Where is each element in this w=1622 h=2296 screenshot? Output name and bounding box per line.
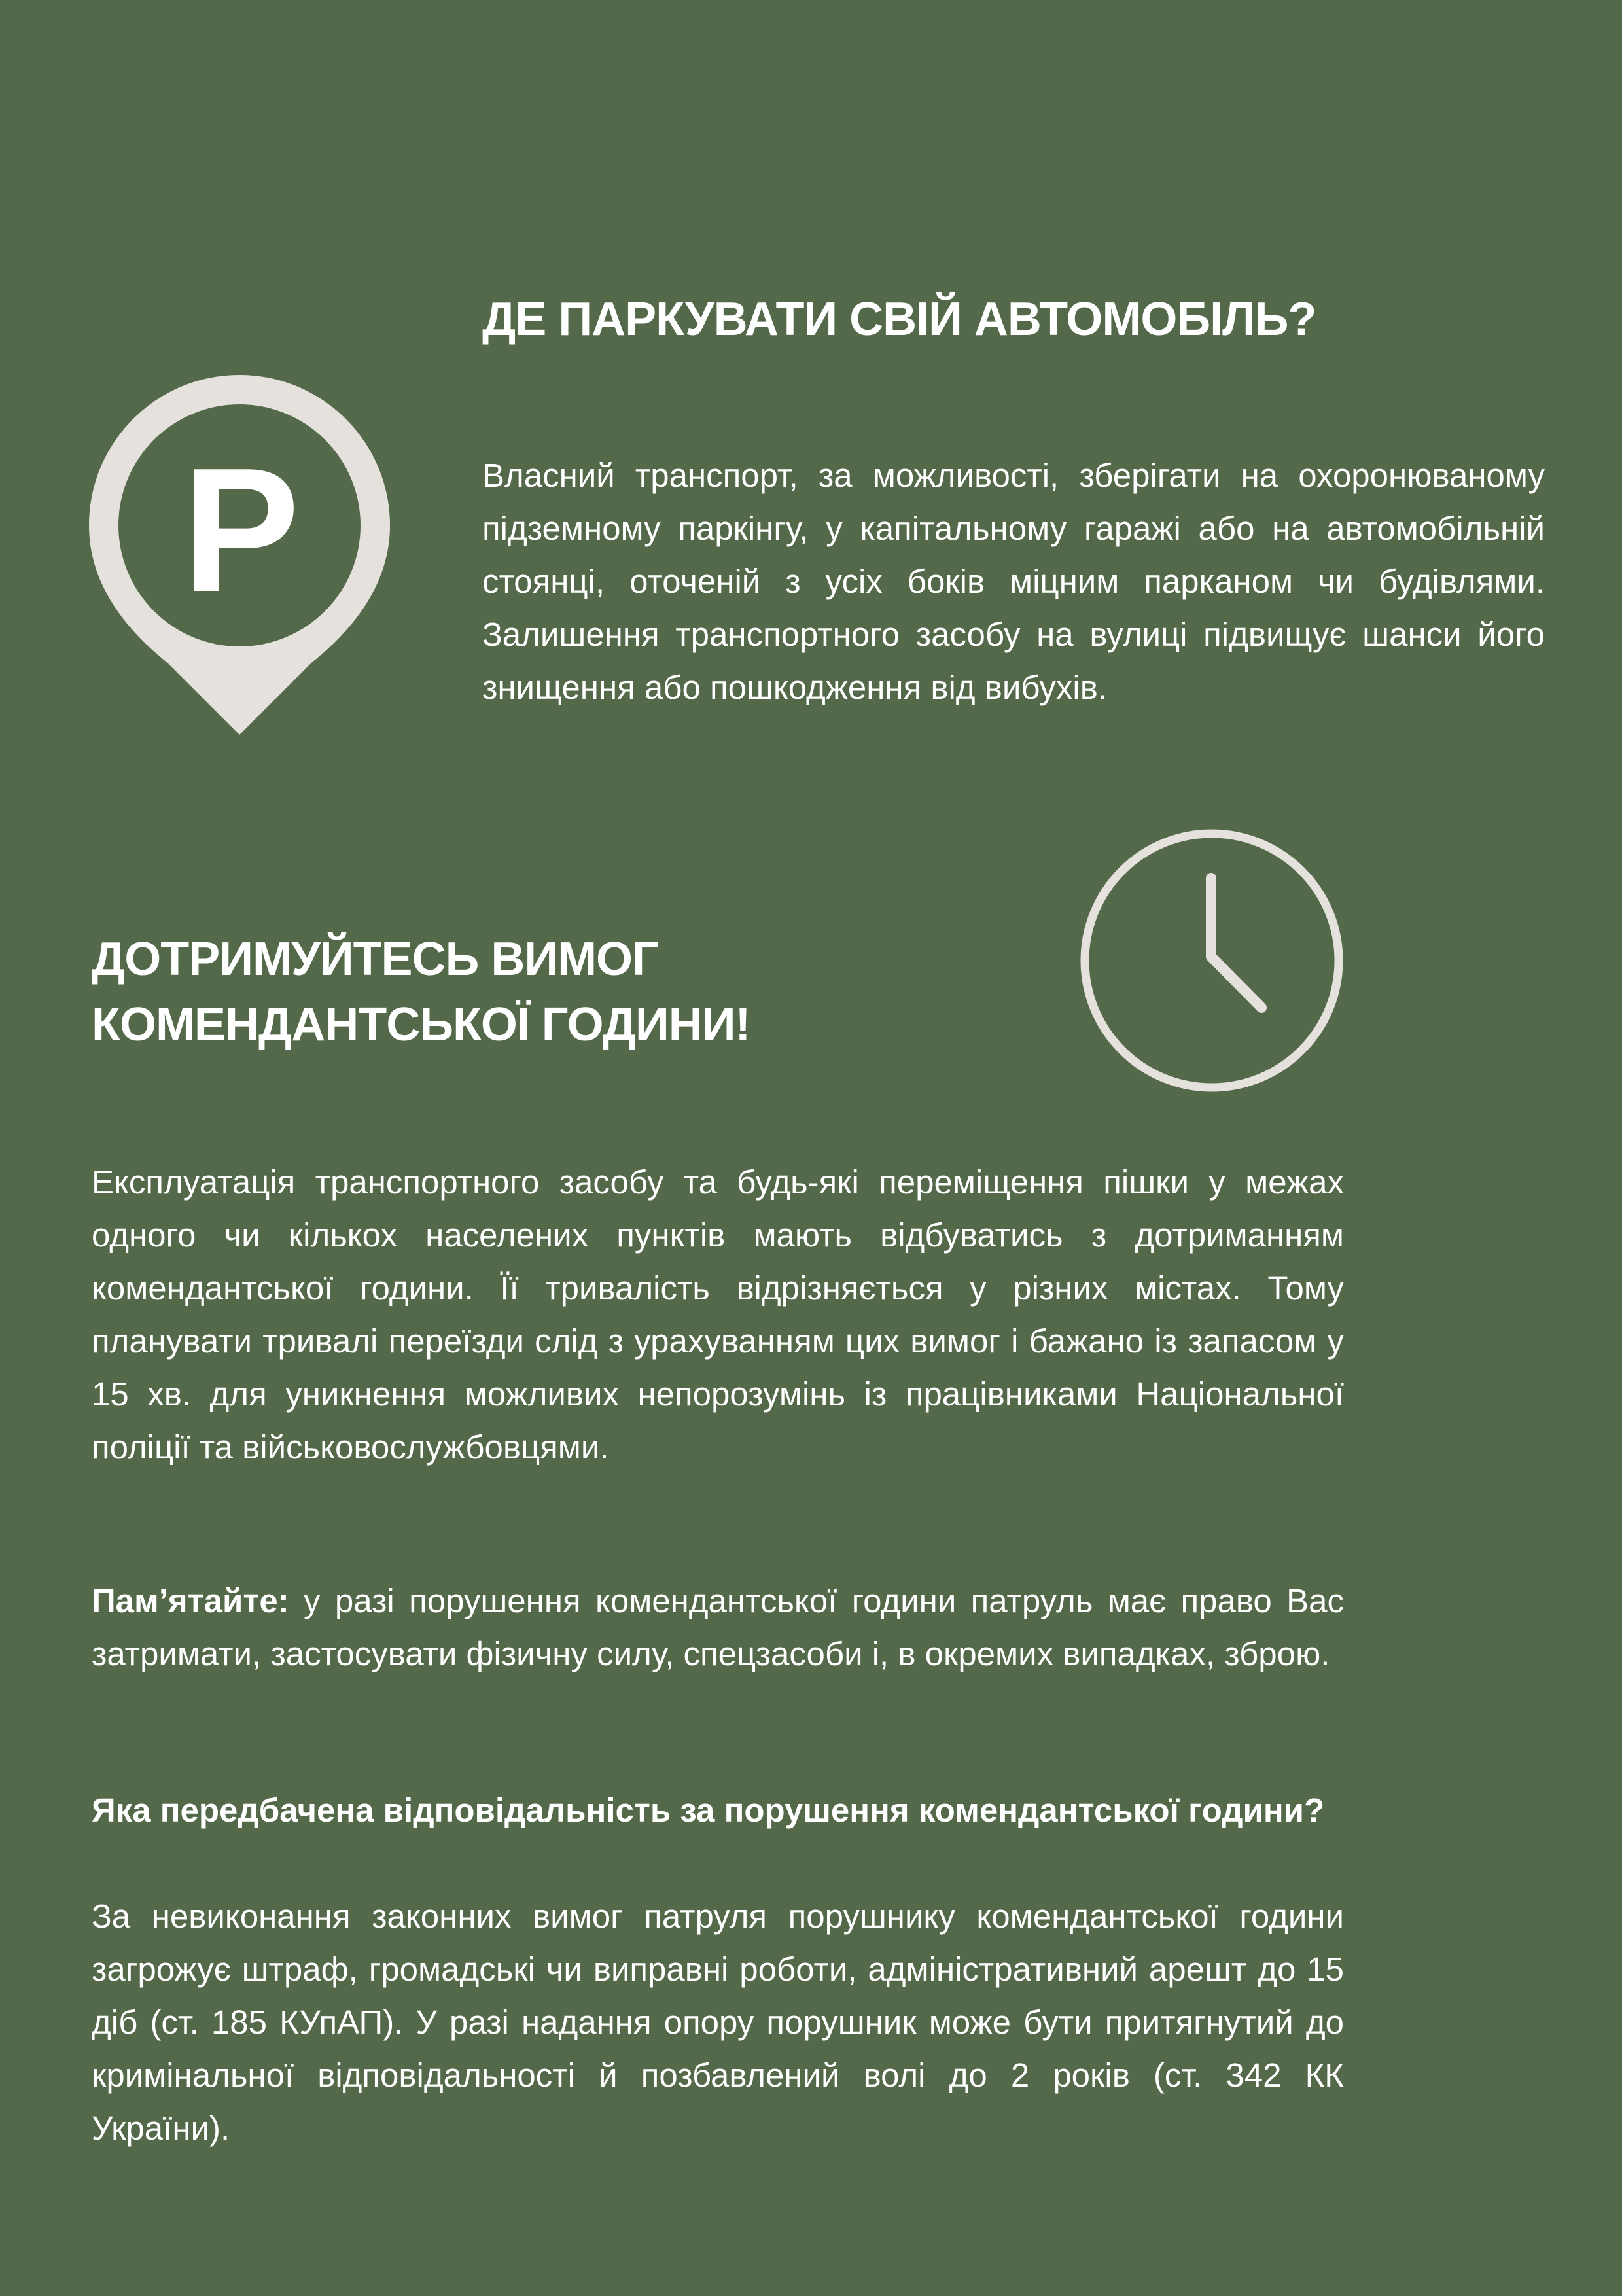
- clock-icon: [1077, 826, 1347, 1095]
- curfew-title: [92, 927, 942, 1057]
- parking-title: ДЕ ПАРКУВАТИ СВІЙ АВТОМОБІЛЬ?: [482, 293, 1316, 345]
- curfew-title-line2: КОМЕНДАНТСЬКОЇ ГОДИНИ!: [92, 998, 750, 1051]
- parking-pin-icon: [89, 375, 390, 735]
- curfew-title-line1: ДОТРИМУЙТЕСЬ ВИМОГ: [92, 933, 658, 985]
- remember-label: Пам’ятайте:: [92, 1582, 289, 1619]
- curfew-paragraph: Експлуатація транспортного засобу та будь-які переміщення пішки у межах одного чи кількох населених пунктів мають відбуватись з дотриманням комендантської години. Її тривалість відрізняється у різних містах. Тому планувати тривалі переїзди слід з урахуванням цих вимог і бажано із запасом у 15 хв. для уникнення можливих непорозумінь із працівниками Національної поліції та військовослужбовцями.: [92, 1163, 1344, 1466]
- responsibility-question: Яка передбачена відповідальність за порушення комендантської години?: [92, 1792, 1325, 1829]
- parking-paragraph: Власний транспорт, за можливості, зберігати на охоронюваному підземному паркінгу, у капітальному гаражі або на автомобільній стоянці, оточеній з усіх боків міцним парканом чи будівлями. Залишення транспортного засобу на вулиці підвищує шанси його знищення або пошкодження від вибухів.: [482, 457, 1545, 706]
- remember-paragraph: [92, 1574, 1344, 1680]
- parking-letter: P: [181, 432, 300, 629]
- remember-text: у разі порушення комендантської години патруль має право Вас затримати, застосувати фізичну силу, спецзасоби і, в окремих випадках, зброю.: [92, 1582, 1344, 1672]
- responsibility-paragraph: За невиконання законних вимог патруля порушнику комендантської години загрожує штраф, громадські чи виправні роботи, адміністративний арешт до 15 діб (ст. 185 КУпАП). У разі надання опору порушник може бути притягнутий до кримінальної відповідальності й позбавлений волі до 2 років (ст. 342 КК України).: [92, 1898, 1344, 2147]
